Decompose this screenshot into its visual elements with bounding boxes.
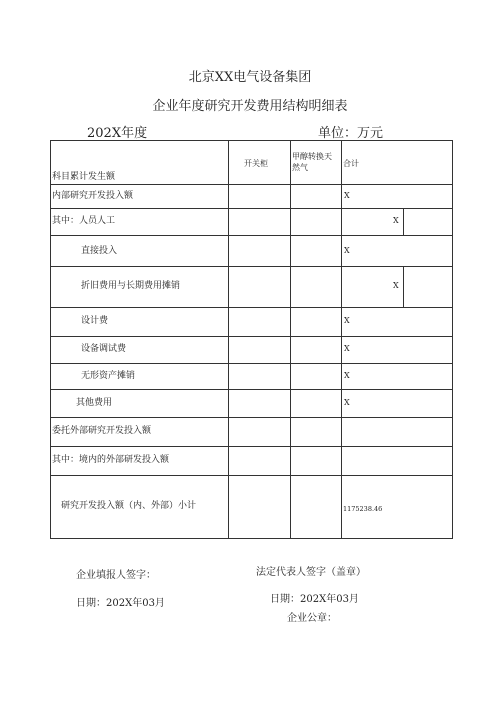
- row-label-direct-input: 直接投入: [81, 246, 118, 256]
- total-cell-subtotal: 1175238.46: [343, 505, 383, 513]
- total-cell-internal-rd: X: [344, 191, 350, 200]
- row-label-depreciation: 折旧费用与长期费用摊销: [81, 281, 181, 291]
- column-header-total: 合计: [343, 159, 359, 168]
- row-label-personnel: 其中：人员人工: [52, 216, 116, 226]
- total-cell-equipment-debug: X: [344, 344, 350, 353]
- row-label-other: 其他费用: [76, 398, 113, 408]
- total-cell-design-fee: X: [344, 316, 350, 325]
- left-date: 日期：202X年03月: [76, 598, 165, 609]
- row-label-domestic-external: 其中：境内的外部研发投入额: [52, 455, 170, 465]
- expense-table: [50, 140, 453, 539]
- column-header-methanol: 甲醇转换天然气: [292, 152, 332, 172]
- row-label-external-rd: 委托外部研究开发投入额: [52, 426, 152, 436]
- row-label-equipment-debug: 设备调试费: [81, 344, 127, 354]
- company-name: 北京XX电气设备集团: [188, 70, 312, 85]
- legal-representative-signature-label: 法定代表人签字（盖章）: [256, 567, 366, 578]
- document-title: 企业年度研究开发费用结构明细表: [152, 99, 348, 114]
- company-seal-label: 企业公章：: [287, 613, 337, 624]
- right-date: 日期：202X年03月: [270, 594, 359, 605]
- total-cell-other: X: [344, 398, 350, 407]
- year-label: 202X年度: [87, 126, 148, 141]
- extra-cell-depreciation: X: [393, 281, 399, 290]
- column-header-switchgear: 开关柜: [244, 159, 268, 168]
- row-label-intangible: 无形资产摊销: [81, 371, 136, 381]
- row-label-subtotal: 研究开发投入额（内、外部）小计: [61, 501, 197, 511]
- row-label-design-fee: 设计费: [81, 316, 109, 326]
- row-label-internal-rd: 内部研究开发投入额: [52, 191, 134, 201]
- total-cell-intangible: X: [344, 371, 350, 380]
- extra-cell-personnel: X: [393, 216, 399, 225]
- filler-signature-label: 企业填报人签字：: [76, 570, 156, 581]
- unit-label: 单位：万元: [318, 126, 384, 141]
- total-cell-direct-input: X: [344, 246, 350, 255]
- corner-label: 科目累计发生额: [52, 172, 116, 182]
